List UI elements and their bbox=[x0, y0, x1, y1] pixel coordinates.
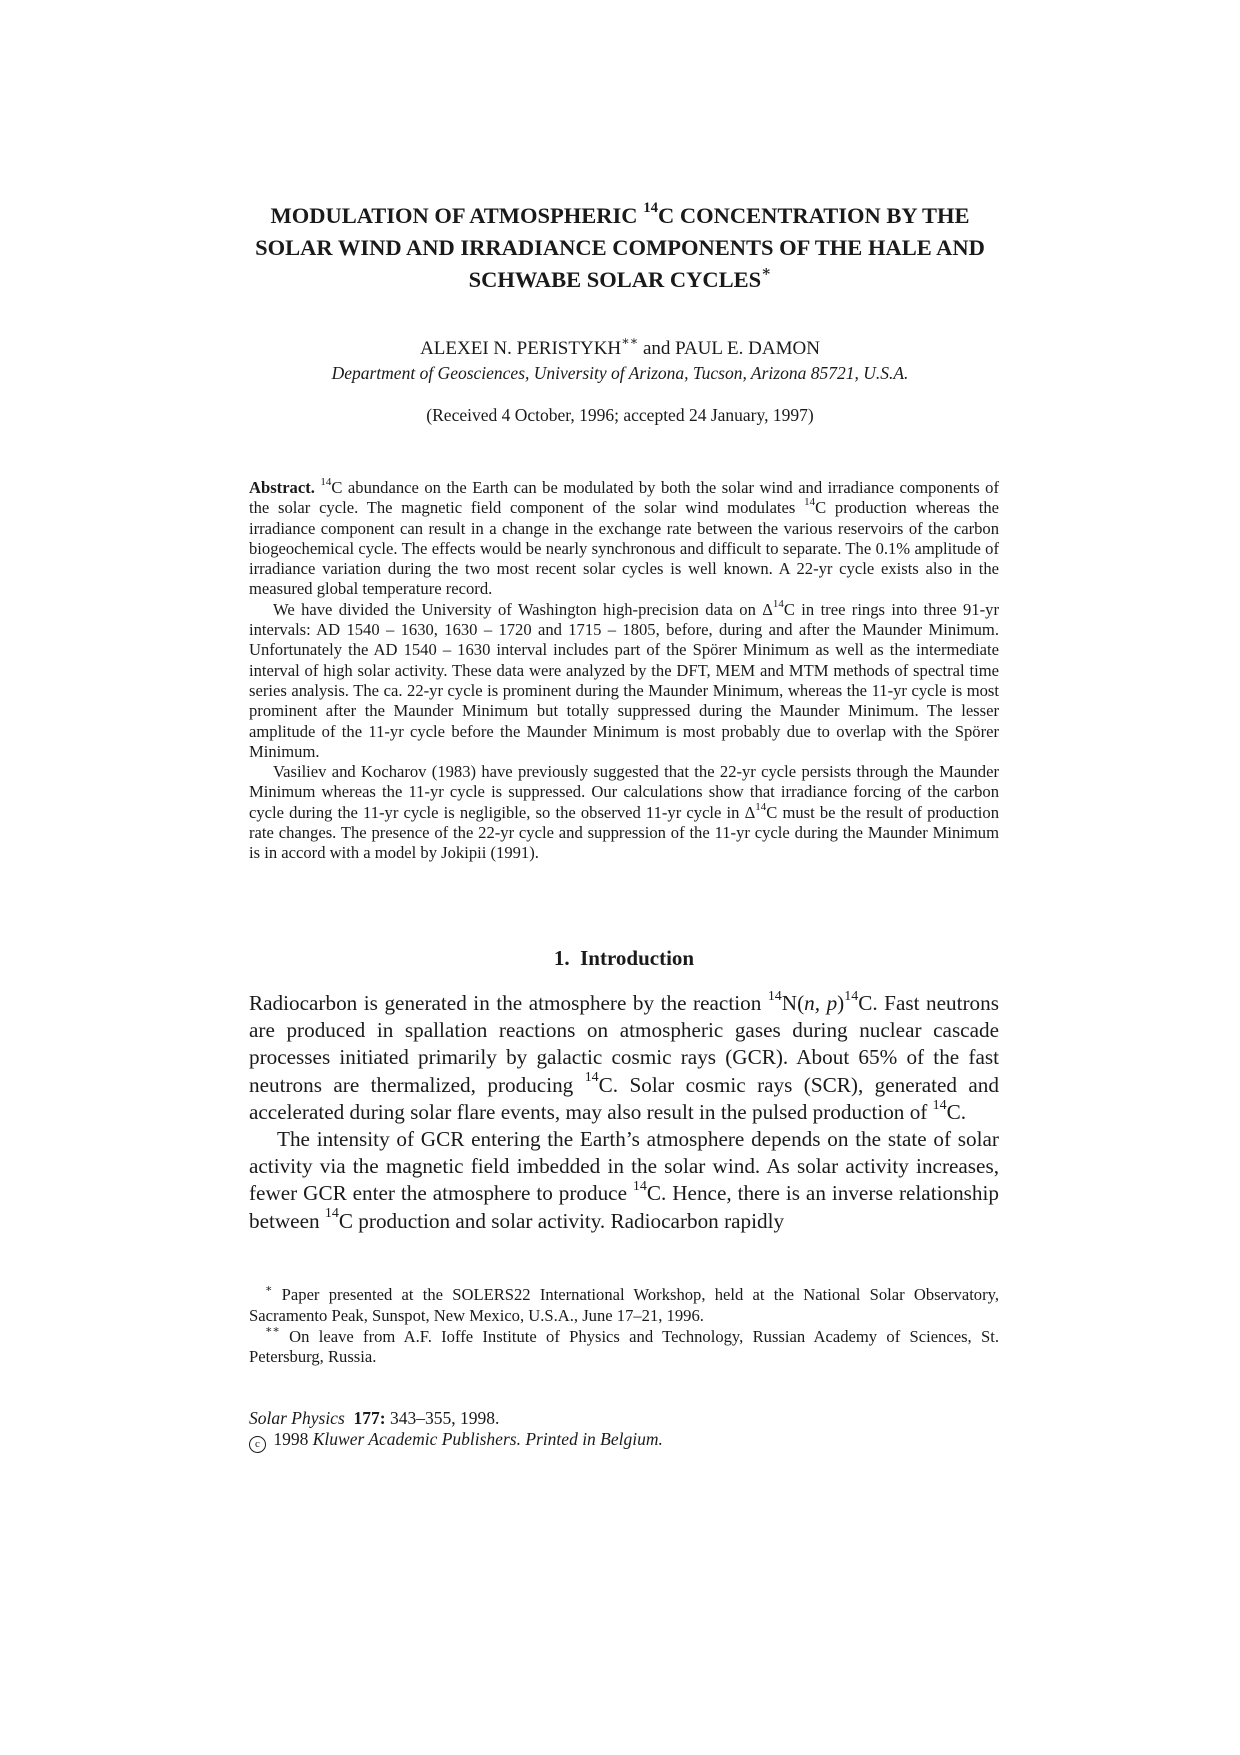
footnote: ∗ Paper presented at the SOLERS22 International Workshop, held at the National Solar Observatory, Sacramento Peak, Sunspot, New Mexico, U.S.A., June 17–21, 1996. bbox=[249, 1282, 999, 1325]
title-line-2: SOLAR WIND AND IRRADIANCE COMPONENTS OF THE HALE AND bbox=[255, 235, 985, 260]
title-line-1: MODULATION OF ATMOSPHERIC $^{14}$C CONCENTRATION BY THE bbox=[270, 200, 970, 228]
abstract-paragraph: We have divided the University of Washington high-precision data on $\Delta^{14}C$ in tree rings into three 91-yr intervals: AD 1540 – 1630, 1630 – 1720 and 1715 – 1805, before, during and after the Maunder Minimum. Unfortunately the AD 1540 – 1630 interval includes part of the Spörer Minimum as well as the intermediate interval of high solar activity. These data were analyzed by the DFT, MEM and MTM methods of spectral time series analysis. The ca. 22-yr cycle is prominent during the Maunder Minimum, whereas the 11-yr cycle is most prominent after the Maunder Minimum but totally suppressed during the Maunder Minimum. The lesser amplitude of the 11-yr cycle before the Maunder Minimum is most probably due to overlap with the Spörer Minimum. bbox=[249, 597, 999, 761]
footnote: ∗∗ On leave from A.F. Ioffe Institute of Physics and Technology, Russian Academy of Sciences, St. Petersburg, Russia. bbox=[249, 1324, 999, 1367]
section-heading: 1. Introduction bbox=[553, 946, 695, 970]
body-paragraph: The intensity of GCR entering the Earth’s atmosphere depends on the state of solar activity via the magnetic field imbedded in the solar wind. As solar activity increases, fewer GCR enter the atmosphere to produce $^{14}$C. Hence, there is an inverse relationship between $^{14}$C production and solar activity. Radiocarbon rapidly bbox=[249, 1127, 999, 1233]
copyright-line: c 1998 Kluwer Academic Publishers. Printed in Belgium. bbox=[249, 1429, 999, 1453]
journal-citation: Solar Physics 177: 343–355, 1998. bbox=[249, 1408, 500, 1428]
affiliation: Department of Geosciences, University of Arizona, Tucson, Arizona 85721, U.S.A. bbox=[331, 363, 909, 383]
received-dates: (Received 4 October, 1996; accepted 24 January, 1997) bbox=[426, 405, 814, 425]
abstract-label: Abstract. bbox=[249, 478, 315, 497]
journal-info bbox=[249, 1408, 999, 1453]
body-text bbox=[249, 990, 999, 1235]
authors: ALEXEI N. PERISTYKH∗∗ and PAUL E. DAMON bbox=[420, 333, 820, 359]
title-line-3: SCHWABE SOLAR CYCLES∗ bbox=[468, 264, 772, 292]
paper-title bbox=[200, 200, 1040, 296]
abstract-paragraph: Vasiliev and Kocharov (1983) have previously suggested that the 22-yr cycle persists through the Maunder Minimum whereas the 11-yr cycle is suppressed. Our calculations show that irradiance forcing of the carbon cycle during the 11-yr cycle is negligible, so the observed 11-yr cycle in $\Delta^{14}C$ must be the result of production rate changes. The presence of the 22-yr cycle and suppression of the 11-yr cycle during the Maunder Minimum is in accord with a model by Jokipii (1991). bbox=[249, 762, 999, 863]
abstract bbox=[249, 475, 999, 864]
abstract-paragraph: Abstract. $^{14}$C abundance on the Earth can be modulated by both the solar wind and irradiance components of the solar cycle. The magnetic field component of the solar wind modulates $^{14}$C production whereas the irradiance component can result in a change in the exchange rate between the various reservoirs of the carbon biogeochemical cycle. The effects would be nearly synchronous and difficult to separate. The 0.1% amplitude of irradiance variation during the two most recent solar cycles is well known. A 22-yr cycle exists also in the measured global temperature record. bbox=[249, 475, 999, 599]
footnotes bbox=[249, 1282, 999, 1368]
body-paragraph: Radiocarbon is generated in the atmosphere by the reaction $^{14}$N(n, p)$^{14}$C. Fast neutrons are produced in spallation reactions on atmospheric gases during nuclear cascade processes initiated primarily by galactic cosmic rays (GCR). About 65% of the fast neutrons are thermalized, producing $^{14}$C. Solar cosmic rays (SCR), generated and accelerated during solar flare events, may also result in the pulsed production of $^{14}$C. bbox=[249, 988, 999, 1124]
copyright-icon: c bbox=[249, 1436, 266, 1453]
